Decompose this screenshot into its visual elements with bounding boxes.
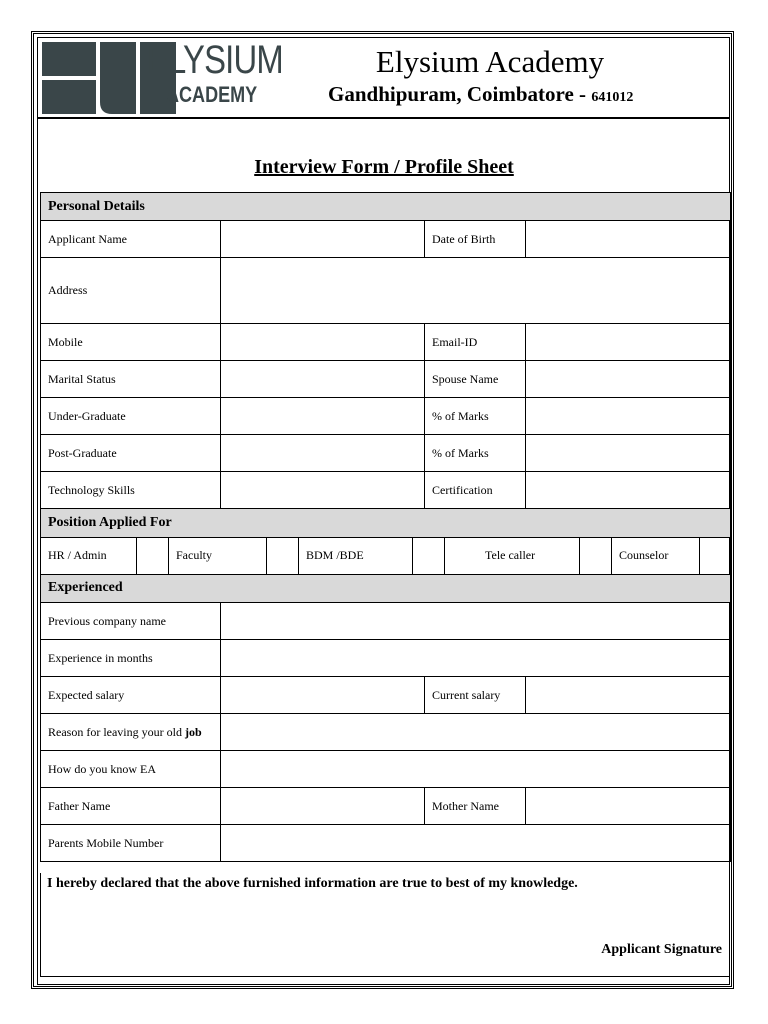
label-tele-caller: Tele caller xyxy=(445,537,580,574)
checkbox-counselor[interactable] xyxy=(700,537,731,574)
reason-leaving-bold: job xyxy=(184,724,202,739)
personal-table xyxy=(40,192,731,509)
section-position-applied: Position Applied For xyxy=(41,509,731,537)
field-technology-skills[interactable] xyxy=(221,472,425,509)
label-father-name: Father Name xyxy=(41,788,221,825)
field-ug-marks[interactable] xyxy=(526,398,731,435)
org-pin: 641012 xyxy=(591,90,634,105)
field-post-graduate[interactable] xyxy=(221,435,425,472)
logo-sub: ACADEMY xyxy=(166,82,258,107)
section-personal-details: Personal Details xyxy=(41,193,731,221)
field-certification[interactable] xyxy=(526,472,731,509)
field-reason-leaving[interactable] xyxy=(221,714,731,751)
label-email: Email-ID xyxy=(425,324,526,361)
field-experience-months[interactable] xyxy=(221,640,731,677)
label-spouse-name: Spouse Name xyxy=(425,361,526,398)
label-current-salary: Current salary xyxy=(425,677,526,714)
label-mother-name: Mother Name xyxy=(425,788,526,825)
label-bdm-bde: BDM /BDE xyxy=(299,537,413,574)
experience-table xyxy=(40,575,731,863)
field-email[interactable] xyxy=(526,324,731,361)
applicant-signature-label: Applicant Signature xyxy=(601,942,722,957)
label-certification: Certification xyxy=(425,472,526,509)
position-table xyxy=(40,509,731,575)
field-mobile[interactable] xyxy=(221,324,425,361)
field-date-of-birth[interactable] xyxy=(526,221,731,258)
label-date-of-birth: Date of Birth xyxy=(425,221,526,258)
reason-leaving-text: Reason for leaving your old xyxy=(48,724,185,739)
field-spouse-name[interactable] xyxy=(526,361,731,398)
field-parents-mobile[interactable] xyxy=(221,825,731,862)
label-experience-months: Experience in months xyxy=(41,640,221,677)
field-current-salary[interactable] xyxy=(526,677,731,714)
label-address: Address xyxy=(41,258,221,324)
org-name: Elysium Academy xyxy=(375,44,605,79)
checkbox-hr-admin[interactable] xyxy=(137,537,169,574)
label-previous-company: Previous company name xyxy=(41,603,221,640)
label-applicant-name: Applicant Name xyxy=(41,221,221,258)
label-marital-status: Marital Status xyxy=(41,361,221,398)
form-title: Interview Form / Profile Sheet xyxy=(254,156,514,178)
form-grid xyxy=(40,192,730,862)
label-faculty: Faculty xyxy=(169,537,267,574)
label-pg-marks: % of Marks xyxy=(425,435,526,472)
label-ug-marks: % of Marks xyxy=(425,398,526,435)
field-expected-salary[interactable] xyxy=(221,677,425,714)
field-how-know-ea[interactable] xyxy=(221,751,731,788)
field-mother-name[interactable] xyxy=(526,788,731,825)
label-technology-skills: Technology Skills xyxy=(41,472,221,509)
label-reason-leaving xyxy=(41,714,221,751)
label-how-know-ea: How do you know EA xyxy=(41,751,221,788)
field-father-name[interactable] xyxy=(221,788,425,825)
label-parents-mobile: Parents Mobile Number xyxy=(41,825,221,862)
declaration-text: I hereby declared that the above furnished information are true to best of my knowledge. xyxy=(47,876,578,891)
label-post-graduate: Post-Graduate xyxy=(41,435,221,472)
field-marital-status[interactable] xyxy=(221,361,425,398)
header-divider xyxy=(37,117,730,119)
label-hr-admin: HR / Admin xyxy=(41,537,137,574)
checkbox-faculty[interactable] xyxy=(267,537,299,574)
label-expected-salary: Expected salary xyxy=(41,677,221,714)
field-under-graduate[interactable] xyxy=(221,398,425,435)
label-under-graduate: Under-Graduate xyxy=(41,398,221,435)
org-address xyxy=(328,84,633,105)
label-counselor: Counselor xyxy=(612,537,700,574)
field-address[interactable] xyxy=(221,258,731,324)
field-previous-company[interactable] xyxy=(221,603,731,640)
checkbox-bdm-bde[interactable] xyxy=(413,537,445,574)
logo-word: ELYSIUM xyxy=(147,38,283,82)
field-applicant-name[interactable] xyxy=(221,221,425,258)
field-pg-marks[interactable] xyxy=(526,435,731,472)
label-mobile: Mobile xyxy=(41,324,221,361)
checkbox-tele-caller[interactable] xyxy=(580,537,612,574)
section-experienced: Experienced xyxy=(41,575,731,603)
org-city: Gandhipuram, Coimbatore - xyxy=(328,82,592,106)
